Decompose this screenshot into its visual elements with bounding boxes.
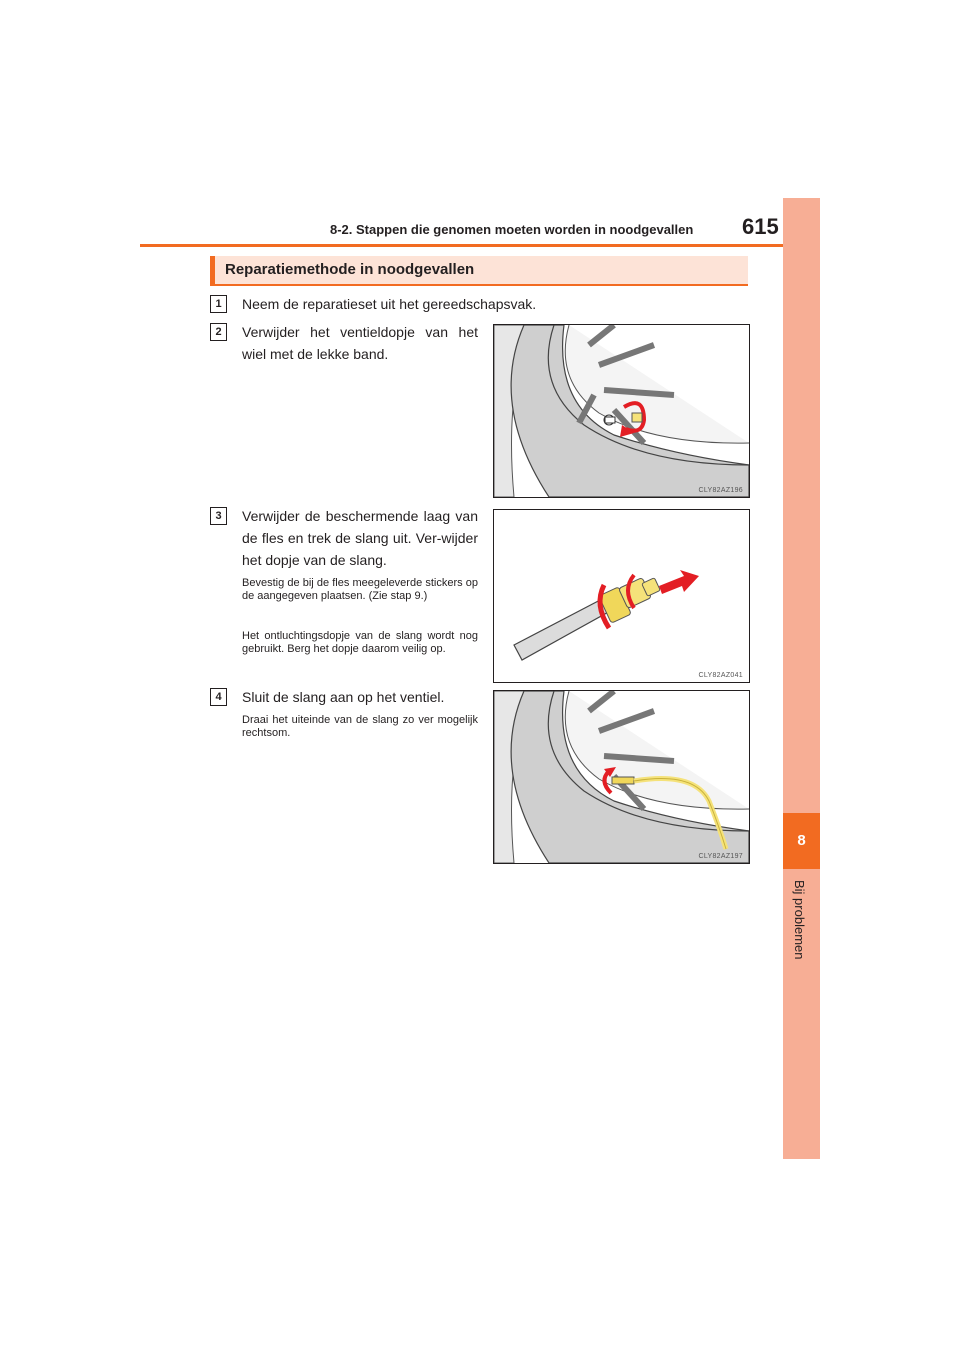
chapter-label: Bij problemen: [792, 880, 807, 960]
chapter-number: 8: [783, 813, 820, 869]
figure-code: CLY82AZ197: [698, 853, 743, 860]
step-1-text: Neem de reparatieset uit het gereedschapsvak.: [242, 296, 537, 312]
figure-code: CLY82AZ196: [698, 487, 743, 494]
step-2-text: Verwijder het ventieldopje van het wiel met de lekke band.: [242, 324, 478, 362]
page-number: 615: [742, 214, 779, 239]
hose-illustration: [494, 510, 749, 682]
wheel-hose-illustration: [494, 691, 749, 863]
step-3-text: Verwijder de beschermende laag van de fles en trek de slang uit. Ver-wijder het dopje van de slang.: [242, 508, 478, 568]
section-heading: [210, 256, 748, 286]
step-3-note-1: Bevestig de bij de fles meegeleverde stickers op de aangegeven plaatsen. (Zie stap 9.): [242, 577, 478, 602]
wheel-illustration: [494, 325, 749, 497]
step-4-text: Sluit de slang aan op het ventiel.: [242, 689, 445, 705]
figure-remove-valve-cap: [493, 324, 750, 498]
header-rule: [140, 244, 820, 247]
step-4-number: 4: [210, 688, 227, 706]
figure-connect-hose-valve: [493, 690, 750, 864]
heading-accent-bar: [210, 256, 215, 284]
figure-remove-hose-cap: [493, 509, 750, 683]
section-heading-text: Reparatiemethode in noodgevallen: [225, 261, 475, 278]
step-2-number: 2: [210, 323, 227, 341]
step-3-number: 3: [210, 507, 227, 525]
step-4-note-1: Draai het uiteinde van de slang zo ver mogelijk rechtsom.: [242, 714, 478, 739]
figure-code: CLY82AZ041: [698, 672, 743, 679]
section-header-title: 8-2. Stappen die genomen moeten worden in noodgevallen: [330, 222, 694, 237]
chapter-side-tab: [783, 198, 820, 1159]
step-3-note-2: Het ontluchtingsdopje van de slang wordt nog gebruikt. Berg het dopje daarom veilig op.: [242, 630, 478, 655]
step-1-number: 1: [210, 295, 227, 313]
